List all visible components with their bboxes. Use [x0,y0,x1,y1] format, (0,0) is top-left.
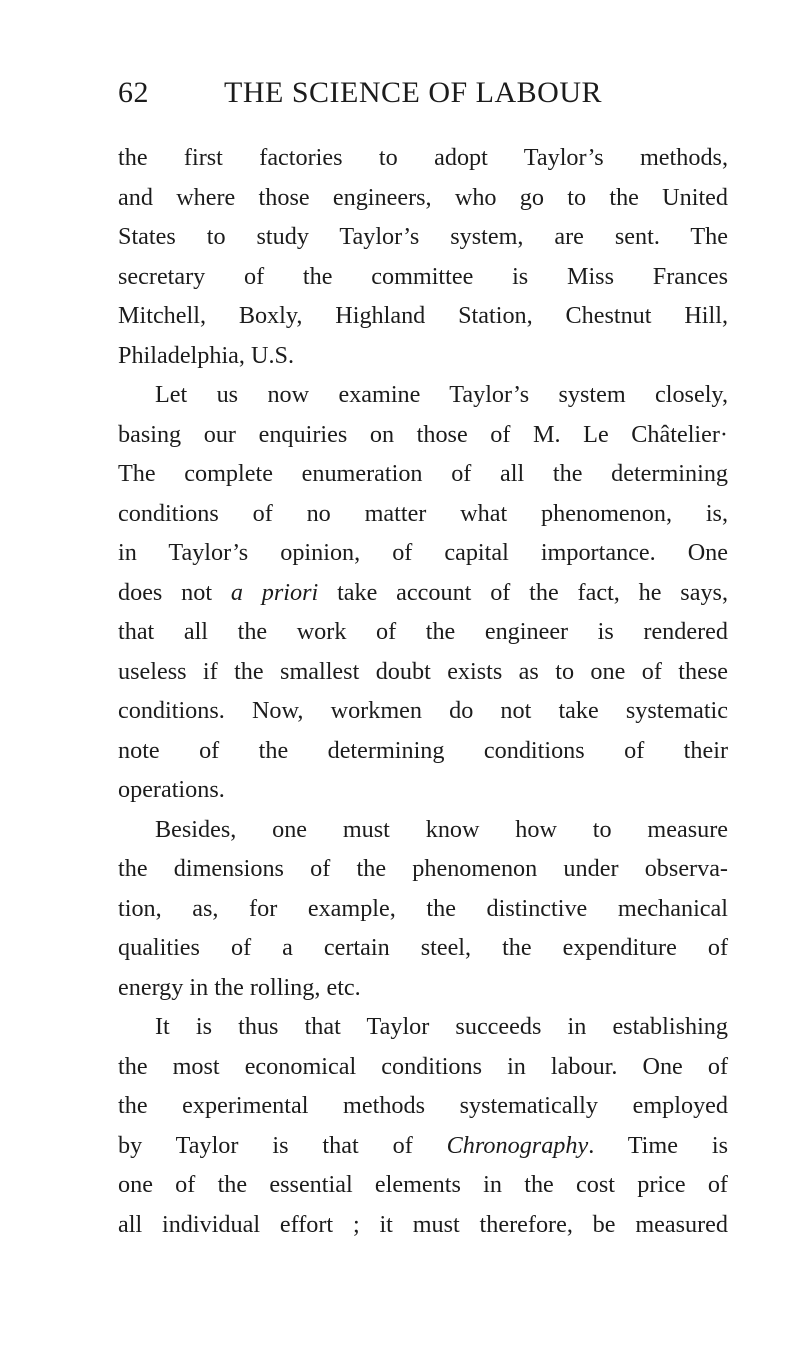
text-line: by Taylor is that of Chronography. Time is [118,1131,728,1159]
italic-phrase: a priori [230,578,319,606]
text-line: energy in the rolling, etc. [118,973,361,1001]
text-line: the dimensions of the phenomenon under observa- [118,855,728,882]
running-title: THE SCIENCE OF LABOUR [224,76,603,109]
text-line: States to study Taylor’s system, are sent. The [118,223,728,250]
text-line: useless if the smallest doubt exists as to one of these [118,657,728,685]
text-line: Besides, one must know how to measure [155,815,728,843]
text-line: conditions of no matter what phenomenon, is, [118,499,728,527]
text-line: in Taylor’s opinion, of capital importance. One [118,539,728,566]
text-line: all individual effort ; it must therefore, be measured [118,1210,728,1238]
text-line: tion, as, for example, the distinctive mechanical [118,894,728,922]
page-number: 62 [118,76,149,109]
running-head [118,76,728,120]
text-line: conditions. Now, workmen do not take systematic [118,697,728,724]
text-line: qualities of a certain steel, the expenditure of [118,934,728,961]
text-line: secretary of the committee is Miss Frances [118,262,728,290]
text-line: operations. [118,776,225,803]
book-page [118,76,728,1244]
text-line: Philadelphia, U.S. [118,341,295,369]
italic-term: Chronography [446,1131,589,1159]
text-line: It is thus that Taylor succeeds in establishing [155,1013,728,1040]
text-line: the first factories to adopt Taylor’s methods, [118,144,728,171]
text-line: The complete enumeration of all the determining [118,460,728,487]
text-line: does not a priori take account of the fact, he says, [118,578,729,606]
text-line: one of the essential elements in the cost price of [118,1171,728,1198]
text-line: that all the work of the engineer is rendered [118,618,728,645]
text-line: the most economical conditions in labour. One of [118,1052,728,1080]
body-text [118,138,728,1244]
text-line: basing our enquiries on those of M. Le Châtelier· [118,420,728,448]
text-line: the experimental methods systematically employed [118,1092,728,1119]
text-line: and where those engineers, who go to the United [118,183,728,211]
text-line: note of the determining conditions of their [118,736,728,764]
text-line: Let us now examine Taylor’s system closely, [155,381,728,408]
text-line: Mitchell, Boxly, Highland Station, Chestnut Hill, [118,302,728,329]
